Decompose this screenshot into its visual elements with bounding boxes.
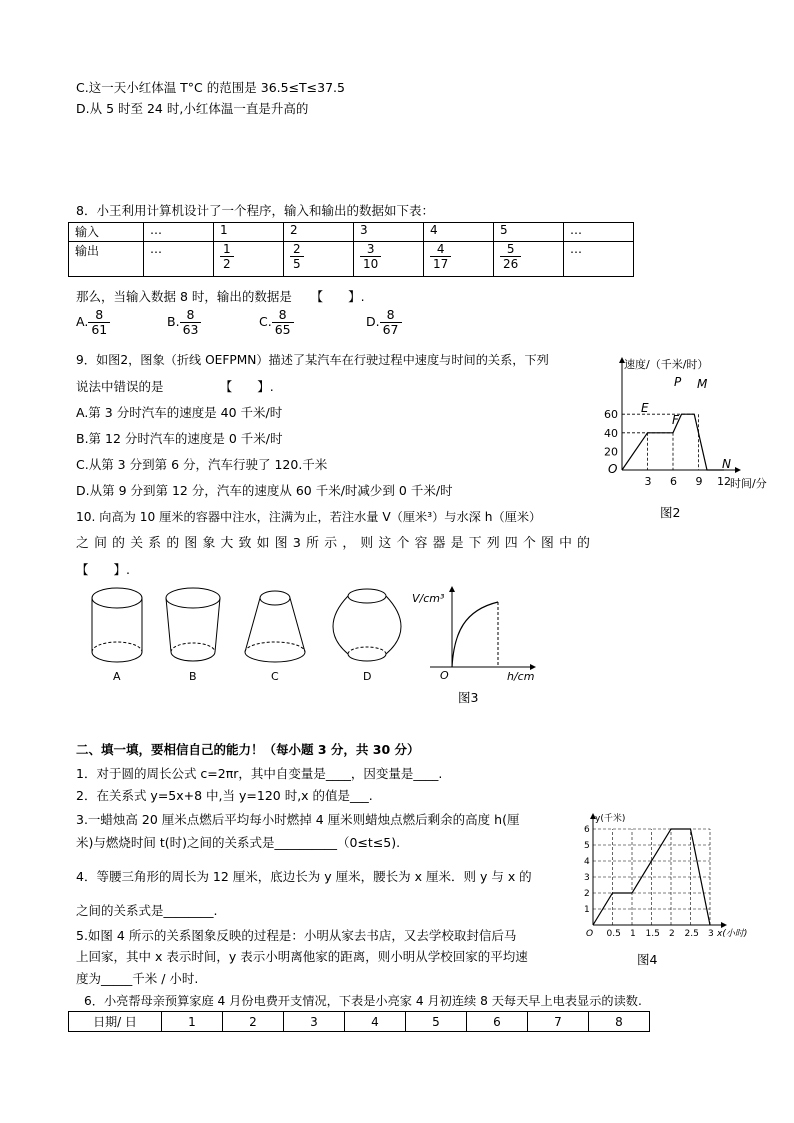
- guide-lines: [622, 414, 699, 470]
- x-tick-label: 12: [717, 475, 731, 488]
- container-a-label: A: [113, 670, 121, 683]
- option-fraction: [272, 308, 294, 337]
- fill-2: 2．在关系式 y=5x+8 中,当 y=120 时,x 的值是___.: [76, 788, 373, 803]
- denominator: 26: [503, 257, 519, 271]
- days-table: [68, 1011, 650, 1032]
- point-e-label: E: [641, 401, 649, 415]
- fill-5-line-2: 上回家，其中 x 表示时间，y 表示小明离他家的距离，则小明从学校回家的平均速: [76, 949, 528, 964]
- y-tick-label: 2: [584, 889, 590, 899]
- numerator: 8: [180, 308, 202, 323]
- q7-option-c: C.这一天小红体温 T°C 的范围是 36.5≤T≤37.5: [76, 80, 345, 95]
- fill-3-line-1: 3.一蜡烛高 20 厘米点燃后平均每小时燃掉 4 厘米则蜡烛点燃后剩余的高度 h(厘: [76, 812, 520, 827]
- q8-output-cell: [284, 242, 354, 277]
- fill-3-line-2: 米)与燃烧时间 t(时)之间的关系式是__________（0≤t≤5).: [76, 835, 401, 850]
- container-b-cup: [166, 588, 220, 661]
- container-c-frustum: [245, 591, 305, 662]
- q8-option-d: [366, 308, 402, 337]
- q8-output-cell: [144, 242, 214, 277]
- numerator: 4: [430, 242, 451, 257]
- y-tick-label: 20: [604, 445, 618, 459]
- denominator: 17: [433, 257, 449, 271]
- q8-output-cell: [494, 242, 564, 277]
- q9-option-d: D.从第 9 分到第 12 分，汽车的速度从 60 千米/时减少到 0 千米/时: [76, 483, 453, 498]
- day-cell: 7: [528, 1012, 589, 1032]
- figure-2-caption: 图2: [660, 505, 681, 520]
- container-c-label: C: [271, 670, 279, 683]
- x-tick-label: 6: [670, 475, 677, 488]
- option-fraction: [88, 308, 110, 337]
- day-cell: 4: [345, 1012, 406, 1032]
- origin-label: O: [586, 929, 594, 939]
- x-tick-label: 2.5: [684, 929, 699, 939]
- q8-input-cell: …: [564, 223, 634, 242]
- q8-input-cell: 2: [284, 223, 354, 242]
- numerator: 8: [88, 308, 110, 323]
- day-cell: 6: [467, 1012, 528, 1032]
- q8-input-cell: 5: [494, 223, 564, 242]
- x-tick-label: 3: [644, 475, 652, 488]
- q10-stem-1: 10. 向高为 10 厘米的容器中注水，注满为止，若注水量 V（厘米³）与水深 h（厘米）: [76, 510, 542, 524]
- q10-stem-3: 【 】.: [76, 562, 130, 577]
- point-f-label: F: [672, 413, 679, 427]
- q8-output-label: 输出: [69, 242, 144, 277]
- denominator: 67: [382, 322, 399, 337]
- day-cell: 8: [589, 1012, 650, 1032]
- q8-question: 那么，当输入数据 8 时，输出的数据是 【 】.: [76, 289, 365, 304]
- y-tick-label: 60: [604, 408, 618, 422]
- containers-figure: [85, 582, 415, 687]
- q10-stem-2: 之 间 的 关 系 的 图 象 大 致 如 图 3 所 示 ， 则 这 个 容 器 是 下 列 四 个 图 中 的: [76, 536, 591, 551]
- q8-option-a: [76, 308, 110, 337]
- point-n-label: N: [722, 457, 731, 471]
- x-tick-label: 9: [695, 475, 703, 488]
- q8-output-fraction: [360, 242, 381, 271]
- figure-3-chart: [410, 582, 540, 687]
- y-tick-label: 5: [584, 841, 590, 851]
- option-label: C.: [259, 314, 272, 329]
- q8-output-fraction: [290, 242, 304, 271]
- denominator: 10: [363, 257, 379, 271]
- q8-output-cell: [354, 242, 424, 277]
- figure-2-chart: [600, 350, 790, 520]
- y-tick-label: 40: [604, 426, 618, 440]
- q9-option-c: C.从第 3 分到第 6 分，汽车行驶了 120.千米: [76, 457, 328, 472]
- numerator: 3: [360, 242, 381, 257]
- q8-input-cell: …: [144, 223, 214, 242]
- fill-5-line-3: 度为_____千米 / 小时.: [76, 971, 199, 986]
- q9-stem-2: 说法中错误的是 【 】.: [76, 379, 274, 394]
- q9-option-b: B.第 12 分时汽车的速度是 0 千米/时: [76, 431, 283, 446]
- figure-4-caption: 图4: [637, 952, 658, 967]
- numerator: 8: [272, 308, 294, 323]
- grid: [593, 829, 710, 925]
- table-row: [69, 1012, 650, 1032]
- day-cell: 2: [223, 1012, 284, 1032]
- x-tick-label: 2: [669, 929, 675, 939]
- fill-4-line-2: 之间的关系式是________.: [76, 903, 218, 918]
- option-fraction: [380, 308, 402, 337]
- day-cell: 3: [284, 1012, 345, 1032]
- numerator: 2: [290, 242, 304, 257]
- y-tick-label: 4: [584, 857, 590, 867]
- day-cell: 1: [162, 1012, 223, 1032]
- q8-input-label: 输入: [69, 223, 144, 242]
- q8-input-cell: 1: [214, 223, 284, 242]
- fill-4-line-1: 4．等腰三角形的周长为 12 厘米，底边长为 y 厘米，腰长为 x 厘米．则 y 与 x 的: [76, 869, 532, 884]
- q7-option-d: D.从 5 时至 24 时,小红体温一直是升高的: [76, 101, 309, 116]
- day-cell: 5: [406, 1012, 467, 1032]
- y-tick-label: 6: [584, 825, 590, 835]
- x-tick-label: 0.5: [606, 929, 621, 939]
- x-tick-label: 1.5: [645, 929, 660, 939]
- v-axis-label: V/cm³: [412, 592, 445, 605]
- denominator: 2: [223, 257, 231, 271]
- q8-io-table: [68, 222, 634, 277]
- denominator: 5: [293, 257, 301, 271]
- numerator: 1: [220, 242, 234, 257]
- denominator: 65: [274, 322, 291, 337]
- volume-depth-curve: [452, 602, 498, 667]
- days-label: 日期/ 日: [69, 1012, 162, 1032]
- q8-output-ellipsis: …: [570, 242, 582, 256]
- x-tick-label: 3: [708, 929, 714, 939]
- y-tick-label: 1: [584, 905, 590, 915]
- fill-1: 1．对于圆的周长公式 c=2πr，其中自变量是____，因变量是____.: [76, 766, 443, 781]
- q8-output-row: [69, 242, 634, 277]
- q8-output-fraction: [220, 242, 234, 271]
- q8-option-b: [167, 308, 201, 337]
- y-axis-label: 速度/（千米/时）: [624, 358, 709, 371]
- fill-6: 6．小亮帮母亲预算家庭 4 月份电费开支情况，下表是小亮家 4 月初连续 8 天每天早上电表显示的读数.: [84, 994, 642, 1008]
- figure-4-chart: [578, 810, 753, 940]
- q8-output-cell: [214, 242, 284, 277]
- option-label: B.: [167, 314, 180, 329]
- denominator: 61: [91, 322, 108, 337]
- fill-5-line-1: 5.如图 4 所示的关系图象反映的过程是：小明从家去书店，又去学校取封信后马: [76, 928, 517, 943]
- q9-option-a: A.第 3 分时汽车的速度是 40 千米/时: [76, 405, 283, 420]
- q8-output-ellipsis: …: [150, 242, 162, 256]
- container-b-label: B: [189, 670, 197, 683]
- origin-label: O: [440, 669, 449, 682]
- q8-output-cell: [564, 242, 634, 277]
- x-axis-label: x(小时): [717, 929, 748, 939]
- x-tick-label: 1: [630, 929, 636, 939]
- point-p-label: P: [674, 375, 682, 389]
- option-label: D.: [366, 314, 380, 329]
- q8-output-fraction: [430, 242, 451, 271]
- container-d-label: D: [363, 670, 372, 683]
- option-label: A.: [76, 314, 89, 329]
- q8-input-row: [69, 223, 634, 242]
- section-2-heading: 二、填一填，要相信自己的能力！（每小题 3 分，共 30 分）: [76, 742, 420, 757]
- q8-input-cell: 4: [424, 223, 494, 242]
- container-a-cylinder: [92, 588, 142, 662]
- y-tick-label: 3: [584, 873, 590, 883]
- numerator: 8: [380, 308, 402, 323]
- figure-3-caption: 图3: [458, 690, 479, 705]
- numerator: 5: [500, 242, 521, 257]
- x-axis-label: 时间/分: [730, 477, 767, 490]
- q8-stem: 8．小王利用计算机设计了一个程序，输入和输出的数据如下表：: [76, 203, 434, 218]
- q8-input-cell: 3: [354, 223, 424, 242]
- origin-label: O: [608, 462, 618, 476]
- q8-option-c: [259, 308, 294, 337]
- denominator: 63: [182, 322, 199, 337]
- q9-stem-1: 9．如图2，图象（折线 OEFPMN）描述了某汽车在行驶过程中速度与时间的关系，下列: [76, 353, 549, 367]
- q8-output-cell: [424, 242, 494, 277]
- y-axis-label: y(千米): [595, 814, 626, 824]
- point-m-label: M: [697, 377, 708, 391]
- container-d-barrel: [333, 589, 401, 661]
- h-axis-label: h/cm: [507, 670, 535, 683]
- q8-output-fraction: [500, 242, 521, 271]
- option-fraction: [180, 308, 202, 337]
